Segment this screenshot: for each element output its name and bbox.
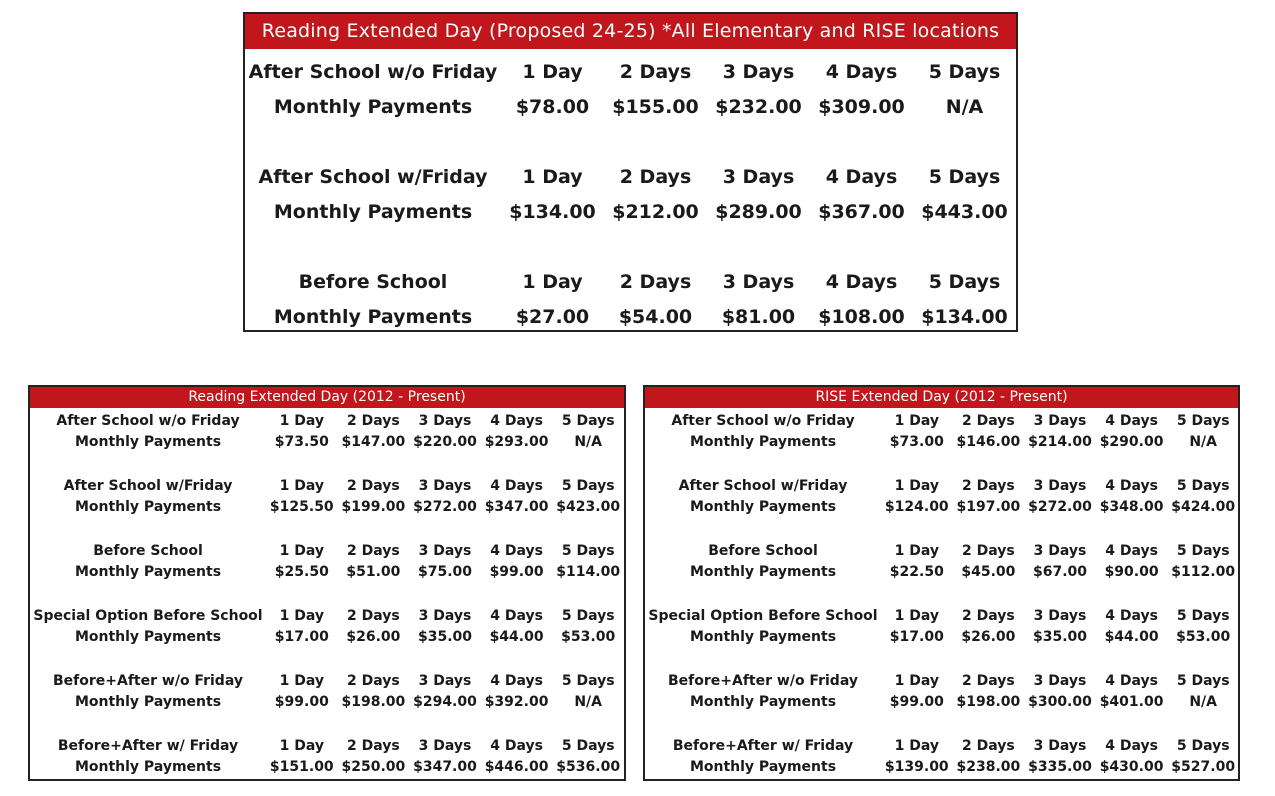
price-cell: $199.00 — [341, 498, 406, 515]
days-cell: 2 Days — [619, 60, 692, 83]
plan-days-row — [645, 410, 1239, 431]
days-cell: 1 Day — [894, 737, 939, 754]
days-cell: 2 Days — [962, 477, 1015, 494]
plan-days-row — [645, 540, 1239, 561]
price-cell: $214.00 — [1028, 433, 1092, 450]
price-cell: $53.00 — [1176, 628, 1231, 645]
price-cell: $112.00 — [1171, 563, 1236, 580]
price-cell: $53.00 — [561, 628, 616, 645]
days-cell: 5 Days — [928, 165, 1001, 188]
monthly-payments-label: Monthly Payments — [689, 433, 837, 450]
price-cell: $26.00 — [961, 628, 1016, 645]
plan-label: Before School — [708, 542, 818, 559]
price-cell: $134.00 — [921, 305, 1008, 328]
price-cell: $99.00 — [889, 693, 944, 710]
days-cell: 5 Days — [1176, 542, 1230, 559]
monthly-payments-label: Monthly Payments — [74, 498, 222, 515]
price-cell: $27.00 — [515, 305, 590, 328]
days-cell: 4 Days — [825, 165, 898, 188]
days-cell: 3 Days — [722, 270, 795, 293]
plan-label: Before+After w/ Friday — [672, 737, 854, 754]
group-spacer — [645, 712, 1239, 735]
price-cell: $22.50 — [889, 563, 944, 580]
days-cell: 3 Days — [418, 737, 472, 754]
monthly-payments-row — [245, 299, 1016, 334]
monthly-payments-row — [30, 626, 624, 647]
days-cell: 2 Days — [347, 607, 400, 624]
days-cell: 5 Days — [561, 542, 615, 559]
days-cell: 4 Days — [490, 607, 543, 624]
group-spacer — [30, 582, 624, 605]
days-cell: 1 Day — [522, 165, 583, 188]
price-cell: $17.00 — [274, 628, 329, 645]
price-cell: $25.50 — [274, 563, 329, 580]
price-cell: $220.00 — [413, 433, 477, 450]
plan-days-row — [30, 605, 624, 626]
days-cell: 3 Days — [722, 60, 795, 83]
monthly-payments-label: Monthly Payments — [273, 200, 473, 223]
monthly-payments-label: Monthly Payments — [689, 563, 837, 580]
monthly-payments-label: Monthly Payments — [689, 628, 837, 645]
plan-days-row — [645, 735, 1239, 756]
days-cell: 4 Days — [490, 737, 543, 754]
days-cell: 2 Days — [347, 737, 400, 754]
price-cell: N/A — [574, 433, 603, 450]
days-cell: 3 Days — [722, 165, 795, 188]
days-cell: 1 Day — [279, 607, 324, 624]
plan-days-row — [245, 159, 1016, 194]
days-cell: 1 Day — [894, 542, 939, 559]
plan-days-row — [645, 670, 1239, 691]
days-cell: 3 Days — [418, 607, 472, 624]
monthly-payments-label: Monthly Payments — [689, 758, 837, 775]
monthly-payments-row — [30, 691, 624, 712]
price-cell: $536.00 — [556, 758, 621, 775]
days-cell: 3 Days — [1033, 607, 1087, 624]
days-cell: 4 Days — [490, 542, 543, 559]
days-cell: 1 Day — [279, 412, 324, 429]
group-spacer — [30, 647, 624, 670]
reading-pricing-panel — [28, 385, 626, 781]
days-cell: 3 Days — [1033, 737, 1087, 754]
group-spacer — [30, 517, 624, 540]
days-cell: 3 Days — [418, 477, 472, 494]
days-cell: 5 Days — [1176, 672, 1230, 689]
price-cell: N/A — [574, 693, 603, 710]
days-cell: 4 Days — [1105, 542, 1158, 559]
price-cell: $44.00 — [489, 628, 544, 645]
days-cell: 2 Days — [347, 477, 400, 494]
group-spacer — [645, 647, 1239, 670]
monthly-payments-label: Monthly Payments — [273, 305, 473, 328]
plan-label: Before+After w/o Friday — [53, 672, 243, 689]
price-cell: $293.00 — [484, 433, 549, 450]
price-cell: $348.00 — [1099, 498, 1164, 515]
monthly-payments-row — [645, 691, 1239, 712]
days-cell: 3 Days — [1033, 412, 1087, 429]
monthly-payments-label: Monthly Payments — [689, 693, 837, 710]
rise-pricing-table — [645, 410, 1239, 777]
price-cell: $114.00 — [556, 563, 621, 580]
days-cell: 4 Days — [1105, 412, 1158, 429]
monthly-payments-label: Monthly Payments — [74, 628, 222, 645]
monthly-payments-label: Monthly Payments — [74, 563, 222, 580]
days-cell: 5 Days — [1176, 412, 1230, 429]
price-cell: $446.00 — [484, 758, 549, 775]
reading-pricing-table — [30, 410, 624, 777]
monthly-payments-row — [645, 561, 1239, 582]
price-cell: $26.00 — [346, 628, 401, 645]
monthly-payments-label: Monthly Payments — [689, 498, 837, 515]
monthly-payments-row — [645, 626, 1239, 647]
monthly-payments-label: Monthly Payments — [74, 433, 222, 450]
plan-label: After School w/o Friday — [248, 60, 498, 83]
group-spacer — [645, 452, 1239, 475]
group-spacer — [645, 582, 1239, 605]
price-cell: $367.00 — [818, 200, 905, 223]
price-cell: $99.00 — [274, 693, 329, 710]
plan-days-row — [30, 475, 624, 496]
monthly-payments-label: Monthly Payments — [74, 693, 222, 710]
days-cell: 4 Days — [490, 672, 543, 689]
price-cell: $392.00 — [484, 693, 549, 710]
price-cell: $54.00 — [618, 305, 693, 328]
days-cell: 2 Days — [347, 542, 400, 559]
proposed-pricing-panel — [243, 12, 1018, 332]
days-cell: 3 Days — [418, 542, 472, 559]
price-cell: $45.00 — [961, 563, 1016, 580]
plan-label: Before School — [93, 542, 203, 559]
price-cell: $238.00 — [956, 758, 1021, 775]
group-spacer — [245, 229, 1016, 264]
price-cell: $125.50 — [269, 498, 334, 515]
group-spacer — [645, 517, 1239, 540]
price-cell: $347.00 — [484, 498, 549, 515]
plan-label: Before+After w/o Friday — [668, 672, 858, 689]
days-cell: 5 Days — [561, 607, 615, 624]
price-cell: $124.00 — [884, 498, 949, 515]
monthly-payments-label: Monthly Payments — [74, 758, 222, 775]
plan-label: After School w/o Friday — [56, 412, 240, 429]
days-cell: 1 Day — [279, 737, 324, 754]
price-cell: $198.00 — [956, 693, 1021, 710]
price-cell: $78.00 — [515, 95, 590, 118]
days-cell: 5 Days — [1176, 607, 1230, 624]
price-cell: $139.00 — [884, 758, 949, 775]
proposed-pricing-table — [245, 54, 1016, 334]
plan-label: After School w/Friday — [678, 477, 848, 494]
monthly-payments-row — [645, 756, 1239, 777]
days-cell: 3 Days — [1033, 477, 1087, 494]
monthly-payments-label: Monthly Payments — [273, 95, 473, 118]
price-cell: $108.00 — [818, 305, 905, 328]
group-spacer — [30, 452, 624, 475]
price-cell: $290.00 — [1099, 433, 1164, 450]
price-cell: $347.00 — [413, 758, 477, 775]
days-cell: 3 Days — [418, 412, 472, 429]
days-cell: 1 Day — [894, 607, 939, 624]
days-cell: 4 Days — [490, 477, 543, 494]
plan-days-row — [30, 540, 624, 561]
plan-label: Special Option Before School — [33, 607, 263, 624]
plan-days-row — [30, 410, 624, 431]
monthly-payments-row — [245, 194, 1016, 229]
price-cell: $151.00 — [269, 758, 334, 775]
price-cell: $73.50 — [274, 433, 329, 450]
days-cell: 5 Days — [561, 477, 615, 494]
days-cell: 2 Days — [962, 672, 1015, 689]
group-spacer — [30, 712, 624, 735]
days-cell: 2 Days — [962, 607, 1015, 624]
days-cell: 2 Days — [962, 542, 1015, 559]
monthly-payments-row — [645, 431, 1239, 452]
days-cell: 1 Day — [279, 477, 324, 494]
price-cell: $272.00 — [413, 498, 477, 515]
plan-days-row — [245, 54, 1016, 89]
price-cell: $527.00 — [1171, 758, 1236, 775]
days-cell: 4 Days — [825, 270, 898, 293]
days-cell: 5 Days — [928, 270, 1001, 293]
days-cell: 5 Days — [928, 60, 1001, 83]
price-cell: $423.00 — [556, 498, 621, 515]
price-cell: $81.00 — [721, 305, 796, 328]
price-cell: $155.00 — [612, 95, 699, 118]
days-cell: 4 Days — [1105, 607, 1158, 624]
plan-label: After School w/Friday — [63, 477, 233, 494]
days-cell: 1 Day — [522, 60, 583, 83]
plan-label: Special Option Before School — [648, 607, 878, 624]
price-cell: $212.00 — [612, 200, 699, 223]
price-cell: $90.00 — [1104, 563, 1159, 580]
days-cell: 4 Days — [1105, 477, 1158, 494]
rise-pricing-title: RISE Extended Day (2012 - Present) — [645, 387, 1238, 408]
price-cell: $309.00 — [818, 95, 905, 118]
days-cell: 4 Days — [1105, 672, 1158, 689]
price-cell: N/A — [1189, 693, 1218, 710]
days-cell: 2 Days — [962, 737, 1015, 754]
monthly-payments-row — [245, 89, 1016, 124]
days-cell: 5 Days — [561, 737, 615, 754]
price-cell: $443.00 — [921, 200, 1008, 223]
monthly-payments-row — [30, 431, 624, 452]
plan-days-row — [645, 475, 1239, 496]
price-cell: $250.00 — [341, 758, 406, 775]
price-cell: $424.00 — [1171, 498, 1236, 515]
days-cell: 5 Days — [1176, 737, 1230, 754]
price-cell: $44.00 — [1104, 628, 1159, 645]
days-cell: 2 Days — [619, 270, 692, 293]
days-cell: 1 Day — [894, 672, 939, 689]
days-cell: 2 Days — [962, 412, 1015, 429]
days-cell: 3 Days — [1033, 542, 1087, 559]
group-spacer — [245, 124, 1016, 159]
price-cell: $51.00 — [346, 563, 401, 580]
days-cell: 5 Days — [1176, 477, 1230, 494]
days-cell: 1 Day — [279, 672, 324, 689]
price-cell: $134.00 — [509, 200, 596, 223]
days-cell: 4 Days — [1105, 737, 1158, 754]
days-cell: 1 Day — [279, 542, 324, 559]
price-cell: $146.00 — [956, 433, 1021, 450]
days-cell: 2 Days — [619, 165, 692, 188]
proposed-pricing-title: Reading Extended Day (Proposed 24-25) *All Elementary and RISE locations — [245, 14, 1016, 49]
days-cell: 4 Days — [825, 60, 898, 83]
price-cell: $75.00 — [417, 563, 472, 580]
price-cell: $67.00 — [1032, 563, 1087, 580]
price-cell: $197.00 — [956, 498, 1021, 515]
days-cell: 3 Days — [418, 672, 472, 689]
reading-pricing-title: Reading Extended Day (2012 - Present) — [30, 387, 624, 408]
price-cell: $99.00 — [489, 563, 544, 580]
price-cell: $232.00 — [715, 95, 802, 118]
plan-days-row — [245, 264, 1016, 299]
price-cell: $73.00 — [889, 433, 944, 450]
days-cell: 5 Days — [561, 412, 615, 429]
price-cell: $35.00 — [1032, 628, 1087, 645]
price-cell: $401.00 — [1099, 693, 1164, 710]
price-cell: $17.00 — [889, 628, 944, 645]
plan-days-row — [30, 735, 624, 756]
days-cell: 5 Days — [561, 672, 615, 689]
monthly-payments-row — [645, 496, 1239, 517]
days-cell: 2 Days — [347, 412, 400, 429]
price-cell: $294.00 — [413, 693, 477, 710]
days-cell: 2 Days — [347, 672, 400, 689]
rise-pricing-panel — [643, 385, 1240, 781]
plan-days-row — [30, 670, 624, 691]
price-cell: $147.00 — [341, 433, 406, 450]
price-cell: $35.00 — [417, 628, 472, 645]
monthly-payments-row — [30, 496, 624, 517]
price-cell: $289.00 — [715, 200, 802, 223]
days-cell: 1 Day — [894, 412, 939, 429]
monthly-payments-row — [30, 756, 624, 777]
days-cell: 1 Day — [894, 477, 939, 494]
price-cell: $272.00 — [1028, 498, 1092, 515]
days-cell: 4 Days — [490, 412, 543, 429]
plan-label: After School w/Friday — [258, 165, 488, 188]
price-cell: $430.00 — [1099, 758, 1164, 775]
price-cell: N/A — [945, 95, 984, 118]
price-cell: $335.00 — [1028, 758, 1092, 775]
price-cell: $198.00 — [341, 693, 406, 710]
plan-label: Before School — [298, 270, 448, 293]
monthly-payments-row — [30, 561, 624, 582]
plan-days-row — [645, 605, 1239, 626]
plan-label: After School w/o Friday — [671, 412, 855, 429]
days-cell: 3 Days — [1033, 672, 1087, 689]
plan-label: Before+After w/ Friday — [57, 737, 239, 754]
price-cell: $300.00 — [1028, 693, 1092, 710]
price-cell: N/A — [1189, 433, 1218, 450]
days-cell: 1 Day — [522, 270, 583, 293]
